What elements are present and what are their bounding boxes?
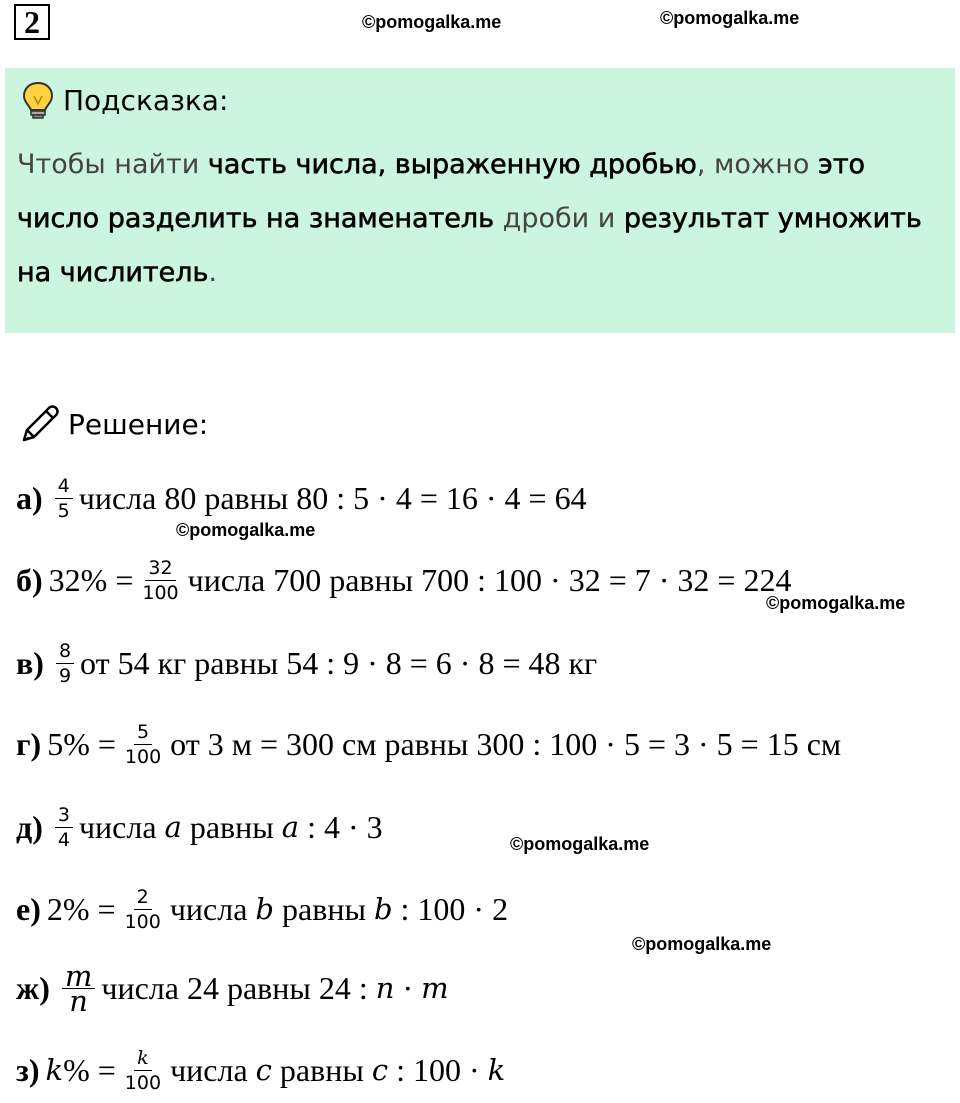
numerator: k (134, 1047, 152, 1071)
item-label: з) (16, 1051, 40, 1088)
variable: k (45, 1053, 64, 1087)
line-text: от 3 м = 300 см равны 300 : 100 · 5 = 3 · 5 = 15 см (170, 725, 842, 762)
denominator: 9 (58, 664, 72, 687)
line-text: равны (274, 890, 374, 927)
numerator: 3 (55, 804, 73, 828)
line-text: равны (181, 808, 282, 845)
line-text: числа 24 равны 24 : (101, 969, 376, 1006)
line-text: · (394, 969, 422, 1006)
variable: m (421, 971, 449, 1005)
item-label: б) (16, 561, 43, 598)
line-text: числа 700 равны 700 : 100 · 32 = 7 · 32 = 224 (187, 561, 792, 598)
solution-line-z (16, 1040, 505, 1100)
hint-bold-part: это число разделить на знаменатель (17, 149, 866, 234)
hint-text-part: дроби и (494, 203, 624, 234)
denominator: 100 (124, 1071, 162, 1094)
fraction (122, 721, 164, 768)
watermark: ©pomogalka.me (660, 8, 800, 28)
numerator: 5 (134, 721, 152, 745)
fraction (62, 958, 96, 1018)
hint-title: Подсказка: (63, 83, 229, 117)
line-prefix: % = (63, 1051, 116, 1088)
hint-panel (5, 68, 955, 333)
numerator: 8 (56, 640, 74, 664)
hint-text (17, 138, 937, 300)
line-prefix: 2% = (46, 890, 116, 927)
variable: c (371, 1053, 389, 1087)
task-number: 2 (14, 4, 50, 40)
numerator: 32 (145, 557, 175, 581)
line-text: : 100 · 2 (392, 890, 509, 927)
solution-line-v (16, 633, 597, 693)
numerator: 2 (134, 886, 152, 910)
line-text: равны (271, 1051, 372, 1088)
fraction (56, 640, 74, 687)
variable: b (373, 892, 393, 926)
item-label: е) (16, 890, 41, 927)
hint-bold-part: часть числа, выраженную дробью (207, 149, 697, 180)
line-text: числа (170, 1051, 256, 1088)
hint-header (21, 80, 228, 120)
denominator: n (69, 983, 88, 1018)
fraction (122, 886, 164, 933)
solution-line-zh (16, 958, 449, 1018)
hint-text-part: Чтобы найти (17, 149, 208, 180)
hint-text-part: , можно (696, 149, 819, 180)
watermark: ©pomogalka.me (362, 12, 502, 32)
item-label: д) (16, 808, 43, 845)
denominator: 100 (124, 745, 162, 768)
fraction (139, 557, 181, 604)
item-label: г) (16, 725, 42, 762)
variable: b (255, 892, 274, 926)
watermark: ©pomogalka.me (510, 834, 650, 854)
denominator: 100 (124, 910, 161, 933)
hint-bold-part: результат умножить на числитель (17, 203, 922, 288)
line-text: : 100 · (388, 1051, 488, 1088)
fraction (55, 804, 73, 851)
solution-line-d (16, 797, 383, 857)
solution-line-b (16, 550, 791, 610)
line-text: : 4 · 3 (299, 808, 383, 845)
variable: k (487, 1053, 506, 1087)
lightbulb-icon (21, 80, 55, 120)
item-label: а) (16, 479, 43, 516)
watermark: ©pomogalka.me (766, 593, 906, 613)
hint-text-part: . (208, 257, 218, 288)
variable: a (164, 810, 182, 844)
line-text: числа (78, 808, 165, 845)
variable: c (255, 1053, 272, 1087)
line-prefix: 32% = (48, 561, 134, 598)
solution-line-g (16, 714, 841, 774)
solution-line-e (16, 879, 508, 939)
solution-header (18, 402, 208, 446)
denominator: 100 (142, 581, 179, 604)
numerator: 4 (55, 475, 73, 499)
variable: a (281, 810, 300, 844)
solution-title: Решение: (68, 407, 209, 441)
pencil-icon (18, 402, 62, 446)
watermark: ©pomogalka.me (176, 520, 316, 540)
fraction (55, 475, 73, 522)
item-label: ж) (16, 969, 50, 1006)
denominator: 4 (57, 828, 70, 851)
line-prefix: 5% = (47, 725, 116, 762)
variable: n (375, 971, 395, 1005)
fraction (122, 1047, 164, 1094)
line-text: числа (169, 890, 256, 927)
watermark: ©pomogalka.me (632, 934, 772, 954)
item-label: в) (16, 644, 44, 681)
line-text: числа 80 равны 80 : 5 · 4 = 16 · 4 = 64 (78, 479, 587, 516)
line-text: от 54 кг равны 54 : 9 · 8 = 6 · 8 = 48 кг (80, 644, 598, 681)
solution-line-a (16, 468, 587, 528)
denominator: 5 (57, 499, 70, 522)
numerator: m (62, 965, 96, 989)
